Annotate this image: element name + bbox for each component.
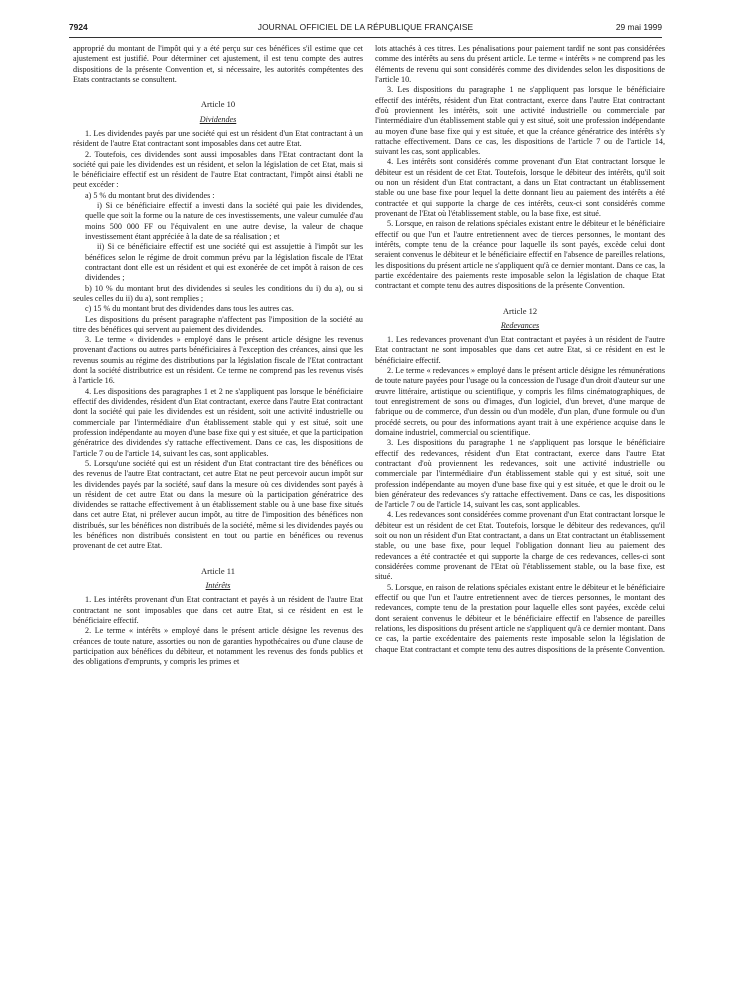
article-12-subtitle: Redevances (500, 320, 540, 330)
journal-title: JOURNAL OFFICIEL DE LA RÉPUBLIQUE FRANÇAISE (257, 22, 474, 32)
article-11-paragraph: 1. Les intérêts provenant d'un Etat contractant et payés à un résident de l'autre Etat contractant ne sont imposables que dans cet autre Etat, si ce résident en est le bénéficiaire effectif. (73, 595, 363, 625)
page-header (69, 22, 662, 36)
article-12-paragraph: 1. Les redevances provenant d'un Etat contractant et payées à un résident de l'autre Etat contractant ne sont imposables que dans cet autre Etat, si ce résident en est le bénéficiaire effectif. (375, 335, 665, 365)
article-10-paragraph: Les dispositions du présent paragraphe n'affectent pas l'imposition de la société au titre des bénéfices qui servent au paiement des dividendes. (73, 314, 363, 334)
article-11-continuation: lots attachés à ces titres. Les pénalisations pour paiement tardif ne sont pas considérées comme des intérêts au sens du présent article. Le terme « intérêts » ne comprend pas les éléments de revenu qui sont considérés comme des dividendes selon les dispositions de l'article 10. (375, 44, 665, 84)
article-10-subtitle: Dividendes (199, 114, 237, 124)
article-10-title: Article 10 (200, 99, 236, 110)
article-12-paragraph: 5. Lorsque, en raison de relations spéciales existant entre le débiteur et le bénéficiaire effectif ou que l'un et l'autre entretiennent avec de tierces personnes, le montant des redevances, compte tenu de la prestation pour laquelle elles sont payées, excède celui dont seraient convenus le débiteur et le bénéficiaire effectif en l'absence de pareilles relations, les dispositions du présent article ne s'appliquent qu'à ce dernier montant. Dans ce cas, la partie excédentaire des paiements reste imposable selon la législation de chaque Etat contractant et compte tenu des autres dispositions de la présente Convention. (375, 582, 665, 654)
article-11-paragraph: 2. Le terme « intérêts » employé dans le présent article désigne les revenus des créances de toute nature, assorties ou non de garanties hypothécaires ou d'une clause de participation aux bénéfices du débiteur, et notamment les revenus des fonds publics et des obligations d'emprunts, y compris les primes et (73, 626, 363, 667)
article-12-paragraph: 2. Le terme « redevances » employé dans le présent article désigne les rémunérations de toute nature payées pour l'usage ou la concession de l'usage d'un droit d'auteur sur une œuvre littéraire, artistique ou scientifique, y compris les films cinématographiques, de tout enregistrement de sons ou d'images, d'un logiciel, d'un brevet, d'une marque de fabrique ou de commerce, d'un dessin ou d'un modèle, d'un plan, d'une formule ou d'un procédé secrets, ou pour des informations ayant trait à une expérience acquise dans le domaine industriel, commercial ou scientifique. (375, 366, 665, 437)
left-column (73, 44, 363, 668)
intro-paragraph: approprié du montant de l'impôt qui y a été perçu sur ces bénéfices s'il estime que cet ajustement est justifié. Pour déterminer cet ajustement, il est tenu compte des autres dispositions de la présente Convention et, si nécessaire, les autorités compétentes des Etats contractants se consultent. (73, 44, 363, 84)
article-11-paragraph: 5. Lorsque, en raison de relations spéciales existant entre le débiteur et le bénéficiaire effectif ou que l'un et l'autre entretiennent avec de tierces personnes, le montant des intérêts, compte tenu de la créance pour laquelle ils sont payés, excède celui dont seraient convenus le débiteur et le bénéficiaire effectif en l'absence de pareilles relations, les dispositions du présent article ne s'appliquent qu'à ce dernier montant. Dans ce cas, la partie excédentaire des paiements reste imposable selon la législation de chaque Etat contractant et compte tenu des autres dispositions de la présente Convention. (375, 219, 665, 291)
article-10-paragraph: b) 10 % du montant brut des dividendes si seules les conditions du i) du a), ou si seules celles du ii) du a), sont remplies ; (73, 283, 363, 303)
article-10-paragraph: 4. Les dispositions des paragraphes 1 et 2 ne s'appliquent pas lorsque le bénéficiaire effectif des dividendes, résident d'un Etat contractant, exerce dans l'autre Etat contractant dont la société qui paie les dividendes est un résident, soit une activité industrielle ou commerciale par l'intermédiaire d'un établissement stable qui y est situé, soit une profession indépendante au moyen d'une base fixe qui y est située, et que la participation génératrice des dividendes s'y rattache effectivement. Dans ce cas, les dispositions de l'article 7 ou de l'article 14, suivant les cas, sont applicables. (73, 386, 363, 458)
article-12-title: Article 12 (502, 305, 538, 316)
article-11-paragraph: 4. Les intérêts sont considérés comme provenant d'un Etat contractant lorsque le débiteur est un résident de cet Etat. Toutefois, lorsque le débiteur des intérêts, qu'il soit ou non un résident d'un Etat contractant, a dans un Etat contractant un établissement stable ou une base fixe pour lequel la dette donnant lieu au paiement des intérêts a été contractée et qui supporte la charge de ces intérêts, ceux-ci sont considérés comme provenant de l'Etat où l'établissement stable, ou la base fixe, est situé. (375, 157, 665, 218)
article-10-paragraph: 5. Lorsqu'une société qui est un résident d'un Etat contractant tire des bénéfices ou des revenus de l'autre Etat contractant, cet autre Etat ne peut percevoir aucun impôt sur les dividendes payés par la société, sauf dans la mesure où ces dividendes sont payés à un résident de cet autre Etat ou dans la mesure où la participation génératrice des dividendes se rattache effectivement à un établissement stable ou à une base fixe situés dans cet autre Etat, ni prélever aucun impôt, au titre de l'imposition des bénéfices non distribués, sur les bénéfices non distribués de la société, même si les dividendes payés ou les bénéfices non distribués consistent en tout ou partie en bénéfices ou revenus provenant de cet autre Etat. (73, 458, 363, 551)
article-10-paragraph: 1. Les dividendes payés par une société qui est un résident d'un Etat contractant à un résident de l'autre Etat contractant sont imposables dans cet autre Etat. (73, 128, 363, 149)
article-12-paragraph: 4. Les redevances sont considérées comme provenant d'un Etat contractant lorsque le débiteur est un résident de cet Etat. Toutefois, lorsque le débiteur des redevances, qu'il soit ou non un résident d'un Etat contractant, a dans un Etat contractant un établissement stable, ou une base fixe, pour lequel l'obligation donnant lieu au paiement des redevances a été contractée et qui supporte la charge de ces redevances, celles-ci sont considérées comme provenant de l'Etat où l'établissement stable, ou la base fixe, est situé. (375, 510, 665, 582)
publication-date: 29 mai 1999 (615, 22, 662, 32)
right-column (375, 44, 665, 655)
article-10-paragraph: a) 5 % du montant brut des dividendes : (85, 190, 215, 200)
page-number: 7924 (69, 22, 88, 32)
article-10-paragraph: i) Si ce bénéficiaire effectif a investi dans la société qui paie les dividendes, quelle que soit la forme ou la nature de ces investissements, une valeur cumulée d'au moins 500 000 FF ou l'équivalent en une autre devise, la valeur de chaque investissement étant appréciée à la date de sa réalisation ; et (85, 201, 363, 241)
article-11-subtitle: Intérêts (205, 581, 231, 590)
article-11-title: Article 11 (201, 565, 235, 576)
article-12-paragraph: 3. Les dispositions du paragraphe 1 ne s'appliquent pas lorsque le bénéficiaire effectif des redevances, résident d'un Etat contractant, exerce dans l'autre Etat contractant d'où proviennent les redevances, soit une activité industrielle ou commerciale par l'intermédiaire d'un établissement stable qui y est situé, soit une profession indépendante au moyen d'une base fixe qui y est située, et que le droit ou le bien générateur des redevances s'y rattache effectivement. Dans ce cas, les dispositions de l'article 7 ou de l'article 14, suivant les cas, sont applicables. (375, 438, 665, 510)
article-11-paragraph: 3. Les dispositions du paragraphe 1 ne s'appliquent pas lorsque le bénéficiaire effectif des intérêts, résident d'un Etat contractant, exerce dans l'autre Etat contractant d'où proviennent les intérêts, soit une activité industrielle ou commerciale par l'intermédiaire d'un établissement stable qui y est situé, soit une profession indépendante au moyen d'une base fixe qui y est située, et que la créance génératrice des intérêts s'y rattache effectivement. Dans ce cas, les dispositions de l'article 7 ou de l'article 14, suivant les cas, sont applicables. (375, 85, 665, 157)
article-10-paragraph: c) 15 % du montant brut des dividendes dans tous les autres cas. (85, 304, 294, 314)
article-10-paragraph: 3. Le terme « dividendes » employé dans le présent article désigne les revenus provenant d'actions ou autres parts bénéficiaires à l'exception des créances, ainsi que les revenus soumis au régime des distributions par la législation fiscale de l'Etat contractant dont la société distributrice est un résident. Ce terme ne comprend pas les revenus visés à l'article 16. (73, 335, 363, 386)
header-rule (69, 37, 662, 38)
article-10-paragraph: ii) Si ce bénéficiaire effectif est une société qui est assujettie à l'impôt sur les bénéfices selon le régime de droit commun prévu par la législation fiscale de l'Etat contractant dont elle est un résident et qui est exonérée de cet impôt à raison de ces dividendes ; (85, 242, 363, 283)
article-10-paragraph: 2. Toutefois, ces dividendes sont aussi imposables dans l'Etat contractant dont la société qui paie les dividendes est un résident, et selon la législation de cet Etat, mais si le bénéficiaire effectif est un résident de l'autre Etat contractant, l'impôt ainsi établi ne peut excéder : (73, 149, 363, 190)
